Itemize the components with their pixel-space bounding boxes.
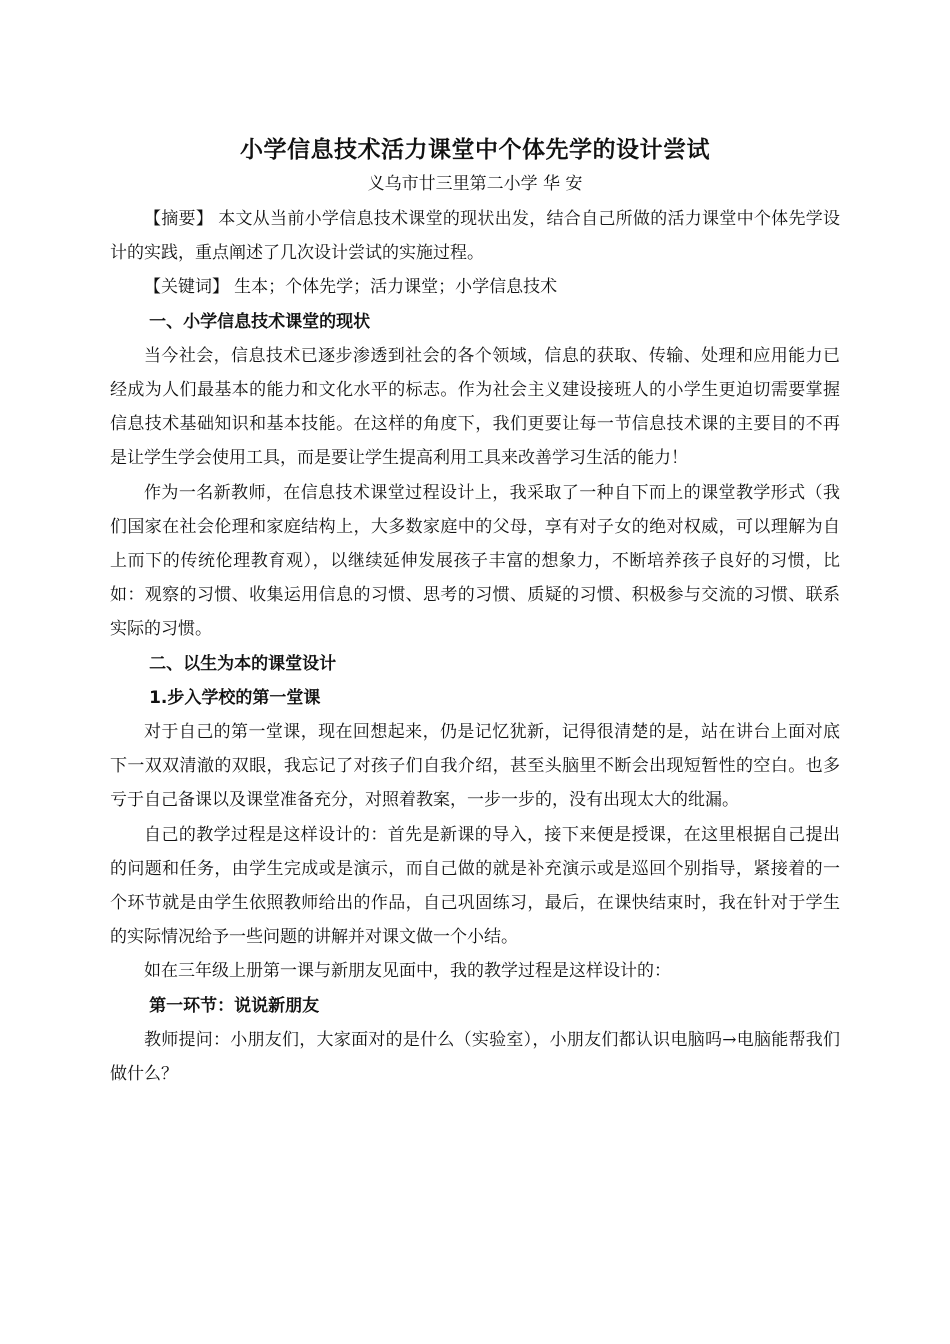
document-body bbox=[110, 132, 840, 1091]
section-2-paragraph-2: 自己的教学过程是这样设计的：首先是新课的导入，接下来便是授课，在这里根据自己提出的问题和任务，由学生完成或是演示，而自己做的就是补充演示或是巡回个别指导，紧接着的一个环节就是由学生依照教师给出的作品，自己巩固练习，最后，在课快结束时，我在针对于学生的实际情况给予一些问题的讲解并对课文做一个小结。 bbox=[110, 824, 840, 948]
document-title: 小学信息技术活力课堂中个体先学的设计尝试 bbox=[240, 137, 710, 163]
section-1-heading: 一、小学信息技术课堂的现状 bbox=[149, 311, 371, 332]
section-2-paragraph-1: 对于自己的第一堂课，现在回想起来，仍是记忆犹新，记得很清楚的是，站在讲台上面对底下一双双清澈的双眼，我忘记了对孩子们自我介绍，甚至头脑里不断会出现短暂性的空白。也多亏于自己备课以及课堂准备充分，对照着教案，一步一步的，没有出现太大的纰漏。 bbox=[110, 722, 840, 811]
section-1-paragraph-1: 当今社会，信息技术已逐步渗透到社会的各个领域，信息的获取、传输、处理和应用能力已经成为人们最基本的能力和文化水平的标志。作为社会主义建设接班人的小学生更迫切需要掌握信息技术基础知识和基本技能。在这样的角度下，我们更要让每一节信息技术课的主要目的不再是让学生学会使用工具，而是要让学生提高利用工具来改善学习生活的能力！ bbox=[110, 345, 840, 469]
section-2-paragraph-3: 如在三年级上册第一课与新朋友见面中，我的教学过程是这样设计的： bbox=[144, 961, 671, 982]
section-1-paragraph-2: 作为一名新教师，在信息技术课堂过程设计上，我采取了一种自下而上的课堂教学形式（我们国家在社会伦理和家庭结构上，大多数家庭中的父母，享有对子女的绝对权威，可以理解为自上而下的传统伦理教育观），以继续延伸发展孩子丰富的想象力，不断培养孩子良好的习惯，比如：观察的习惯、收集运用信息的习惯、思考的习惯、质疑的习惯、积极参与交流的习惯、联系实际的习惯。 bbox=[110, 482, 840, 640]
keywords-label: 【关键词】 bbox=[144, 277, 229, 298]
step-1-paragraph: 教师提问：小朋友们，大家面对的是什么（实验室），小朋友们都认识电脑吗→电脑能帮我们做什么？ bbox=[110, 1029, 840, 1085]
abstract-paragraph bbox=[110, 202, 840, 270]
keywords-paragraph bbox=[110, 270, 840, 304]
document-author: 义乌市廿三里第二小学 华 安 bbox=[367, 174, 583, 194]
section-2-subheading: 1.步入学校的第一堂课 bbox=[149, 687, 321, 708]
keywords-text: 生本；个体先学；活力课堂；小学信息技术 bbox=[234, 277, 558, 298]
section-2-heading: 二、以生为本的课堂设计 bbox=[149, 653, 337, 674]
step-1-heading: 第一环节：说说新朋友 bbox=[149, 995, 320, 1016]
abstract-text: 本文从当前小学信息技术课堂的现状出发，结合自己所做的活力课堂中个体先学设计的实践，重点阐述了几次设计尝试的实施过程。 bbox=[110, 209, 841, 264]
abstract-label: 【摘要】 bbox=[144, 209, 214, 229]
